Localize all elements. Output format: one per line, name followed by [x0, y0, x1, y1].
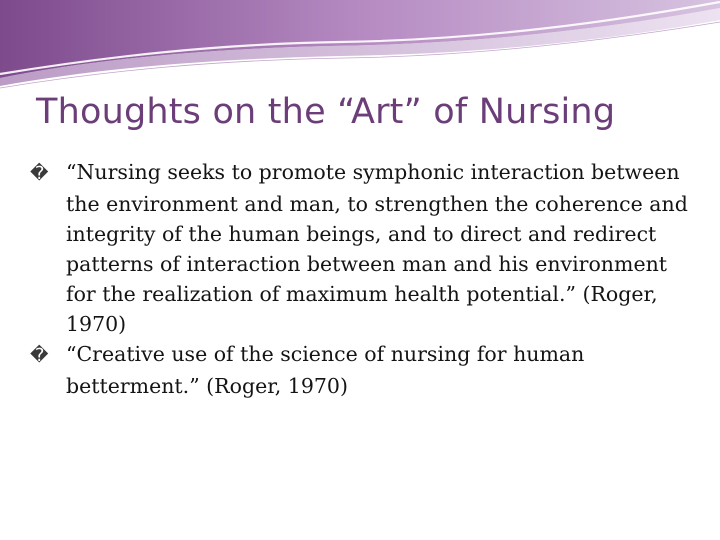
- bullet-text: “Creative use of the science of nursing for human betterment.” (Roger, 1970): [66, 342, 585, 398]
- bullet-text: “Nursing seeks to promote symphonic interaction between the environment and man, to strengthen the coherence and integrity of the human beings, and to direct and redirect patterns of interaction between man and his environment for the realization of maximum health potential.” (Roger, 1970): [66, 160, 688, 336]
- slide-title: Thoughts on the “Art” of Nursing: [36, 92, 616, 132]
- bullet-item: [30, 339, 690, 401]
- bullet-item: [30, 157, 690, 339]
- replacement-glyph-icon: �: [30, 345, 49, 366]
- header-wave-decoration: [0, 0, 720, 90]
- replacement-glyph-icon: �: [30, 163, 49, 184]
- bullet-list: [30, 157, 690, 401]
